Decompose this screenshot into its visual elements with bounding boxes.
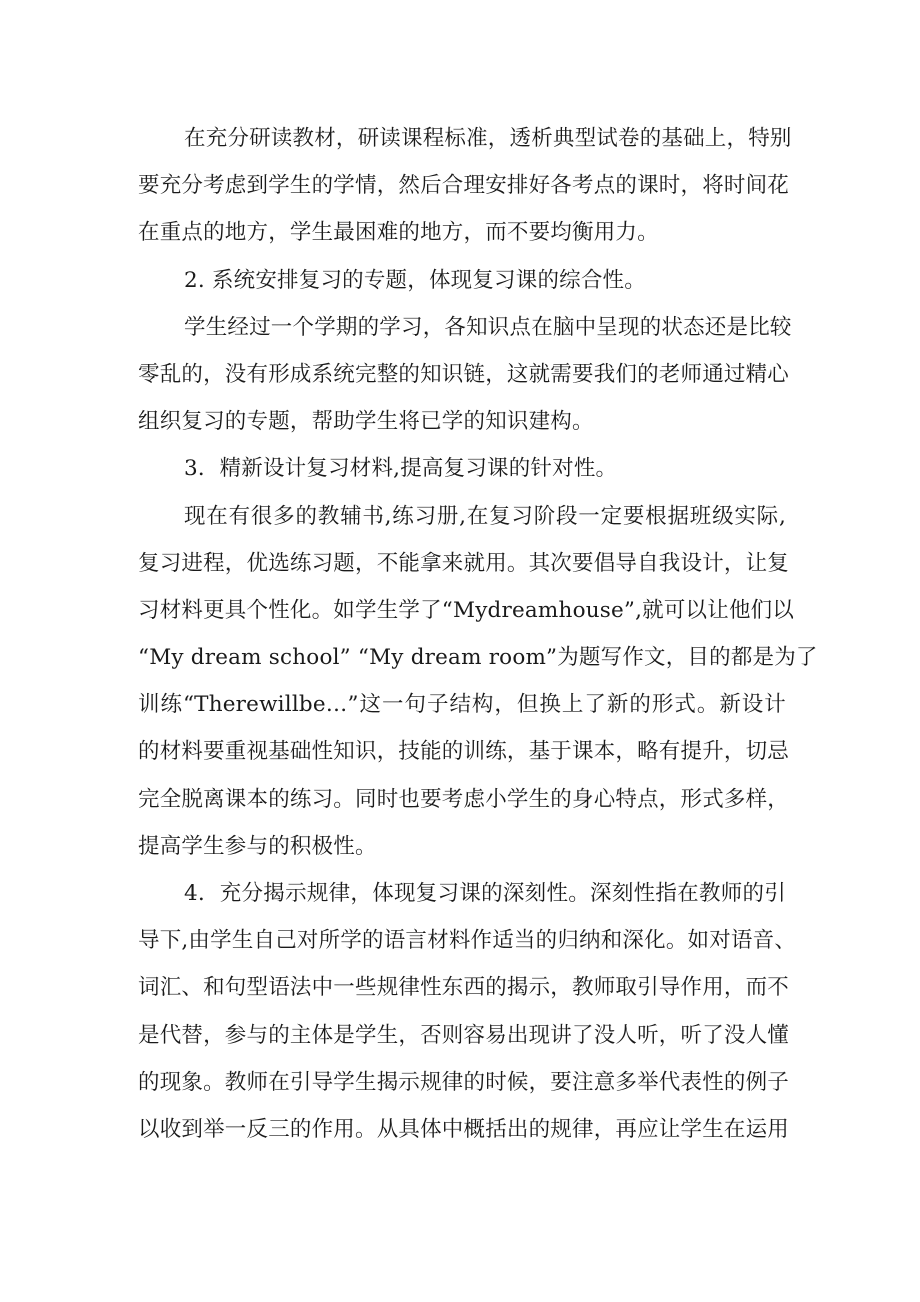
text-line: 提高学生参与的积极性。 xyxy=(138,833,377,859)
paragraph-1 xyxy=(138,115,792,257)
text-line: 组织复习的专题，帮助学生将已学的知识建构。 xyxy=(138,409,594,435)
paragraph-3 xyxy=(138,493,818,871)
text-line: 导下,由学生自己对所学的语言材料作适当的归纳和深化。如对语音、 xyxy=(138,928,797,954)
text-line: 零乱的，没有形成系统完整的知识链，这就需要我们的老师通过精心 xyxy=(138,361,790,387)
text-line: 的材料要重视基础性知识，技能的训练，基于课本，略有提升，切忌 xyxy=(138,739,790,765)
text-line: 以收到举一反三的作用。从具体中概括出的规律，再应让学生在运用 xyxy=(138,1116,790,1142)
paragraph-2 xyxy=(138,304,792,446)
text-line: 是代替，参与的主体是学生，否则容易出现讲了没人听，听了没人懂 xyxy=(138,1022,790,1048)
text-line: 复习进程，优选练习题，不能拿来就用。其次要倡导自我设计，让复 xyxy=(138,550,790,576)
paragraph-4 xyxy=(138,870,797,1153)
text-line: 学生经过一个学期的学习，各知识点在脑中呈现的状态还是比较 xyxy=(184,314,792,340)
text-line: 在重点的地方，学生最困难的地方，而不要均衡用力。 xyxy=(138,220,659,246)
heading-line: 3．精新设计复习材料,提高复习课的针对性。 xyxy=(184,456,618,482)
section-heading-2 xyxy=(138,257,786,304)
text-line: 习材料更具个性化。如学生学了“Mydreamhouse”,就可以让他们以 xyxy=(138,597,795,623)
text-line: 要充分考虑到学生的学情，然后合理安排好各考点的课时，将时间花 xyxy=(138,173,790,199)
text-line: 4．充分揭示规律，体现复习课的深刻性。深刻性指在教师的引 xyxy=(184,881,786,906)
section-heading-3 xyxy=(138,445,786,492)
heading-line: 2. 系统安排复习的专题，体现复习课的综合性。 xyxy=(184,267,646,293)
text-line: 的现象。教师在引导学生揭示规律的时候，要注意多举代表性的例子 xyxy=(138,1069,790,1095)
document-page xyxy=(138,115,818,1153)
text-line: 现在有很多的教辅书,练习册,在复习阶段一定要根据班级实际, xyxy=(184,503,786,529)
text-line: 在充分研读教材，研读课程标准，透析典型试卷的基础上，特别 xyxy=(184,126,792,151)
text-line: 词汇、和句型语法中一些规律性东西的揭示，教师取引导作用，而不 xyxy=(138,975,790,1001)
text-line: 完全脱离课本的练习。同时也要考虑小学生的身心特点，形式多样， xyxy=(138,786,790,812)
text-line: “My dream school” “My dream room”为题写作文，目的都是为了 xyxy=(138,645,818,671)
text-line: 训练“Therewillbe…”这一句子结构，但换上了新的形式。新设计 xyxy=(138,692,786,718)
